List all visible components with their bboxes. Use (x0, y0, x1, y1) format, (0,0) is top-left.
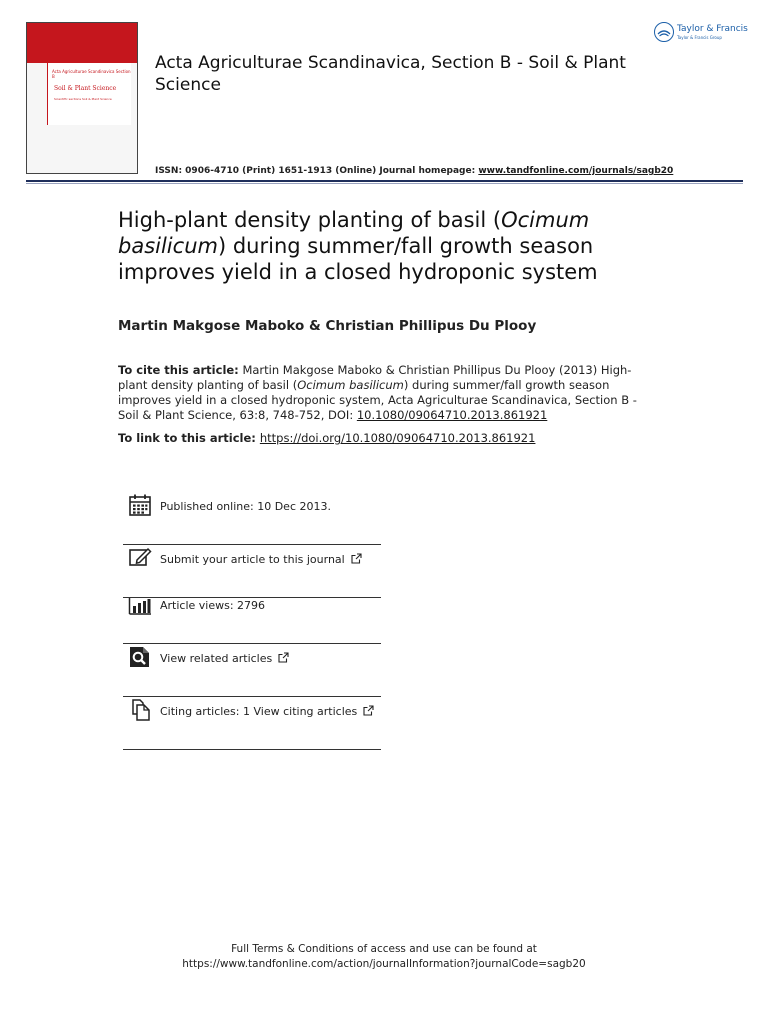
citing-articles-icon (128, 698, 152, 722)
article-views-row (123, 592, 381, 644)
citation-text-part-1: Martin Makgose Maboko & Christian Phillipus Du Plooy (2013) High-plant density planting of basil ( (118, 363, 632, 392)
row-divider (123, 749, 381, 750)
cover-topbar (27, 23, 137, 63)
publisher-group: Taylor & Francis Group (677, 35, 722, 40)
citation-doi-link[interactable]: 10.1080/09064710.2013.861921 (356, 408, 548, 422)
article-views-text: Article views: 2796 (160, 599, 266, 612)
citation-species: Ocimum basilicum (297, 378, 404, 392)
external-link-icon (363, 705, 374, 716)
cover-journal-name: Acta Agriculturae Scandinavica Section B (52, 69, 131, 79)
related-articles-row[interactable] (123, 645, 381, 697)
footer-terms-url[interactable]: https://www.tandfonline.com/action/journalInformation?journalCode=sagb20 (182, 958, 586, 970)
citing-articles-link[interactable] (160, 705, 374, 718)
published-online-text: Published online: 10 Dec 2013. (160, 500, 331, 513)
calendar-icon (128, 493, 152, 517)
issn-line (155, 166, 673, 176)
journal-homepage-link[interactable]: www.tandfonline.com/journals/sagb20 (478, 166, 674, 176)
header-divider (26, 180, 743, 182)
header-divider-secondary (26, 183, 743, 184)
article-title (118, 207, 638, 285)
external-link-icon (351, 553, 362, 564)
cover-panel (47, 63, 131, 125)
issn-text: ISSN: 0906-4710 (Print) 1651-1913 (Online) Journal homepage: (155, 166, 476, 176)
article-doi-url[interactable]: https://doi.org/10.1080/09064710.2013.861921 (259, 431, 536, 445)
related-articles-link[interactable] (160, 652, 289, 665)
article-link-label: To link to this article: (118, 431, 256, 445)
row-divider (123, 696, 381, 697)
publisher-logo-icon (654, 22, 674, 42)
cover-section-name: Soil & Plant Science (54, 85, 117, 92)
cover-subtitle: Scientific sections Soil & Plant Science (54, 97, 112, 101)
footer (0, 942, 768, 972)
edit-icon (128, 546, 152, 570)
search-document-icon (128, 645, 152, 669)
submit-article-row[interactable] (123, 546, 381, 598)
publisher-name: Taylor & Francis (677, 24, 748, 34)
submit-article-text: Submit your article to this journal (160, 553, 345, 566)
published-online-row (123, 493, 381, 545)
row-divider (123, 643, 381, 644)
footer-terms-text: Full Terms & Conditions of access and use can be found at (231, 943, 537, 955)
journal-title: Acta Agriculturae Scandinavica, Section B - Soil & Plant Science (155, 53, 626, 95)
citing-articles-row[interactable] (123, 698, 381, 750)
external-link-icon (278, 652, 289, 663)
submit-article-link[interactable] (160, 553, 362, 566)
article-title-part-2: ) during summer/fall growth season improves yield in a closed hydroponic system (118, 234, 598, 284)
related-articles-text: View related articles (160, 652, 273, 665)
article-title-part-1: High-plant density planting of basil ( (118, 208, 502, 232)
article-title-species: Ocimum basilicum (118, 208, 590, 258)
article-link-block (118, 431, 535, 445)
bar-chart-icon (128, 592, 152, 616)
row-divider (123, 544, 381, 545)
citing-articles-text: Citing articles: 1 View citing articles (160, 705, 358, 718)
citation-text-part-2: ) during summer/fall growth season improves yield in a closed hydroponic system, Acta Agriculturae Scandinavica, Section B - Soil & Plant Science, 63:8, 748-752, DOI: (118, 378, 637, 422)
journal-cover-image (26, 22, 138, 174)
publisher-logo[interactable] (654, 22, 754, 46)
citation-label: To cite this article: (118, 363, 239, 377)
article-authors: Martin Makgose Maboko & Christian Phillipus Du Plooy (118, 318, 537, 334)
citation-block (118, 363, 658, 423)
